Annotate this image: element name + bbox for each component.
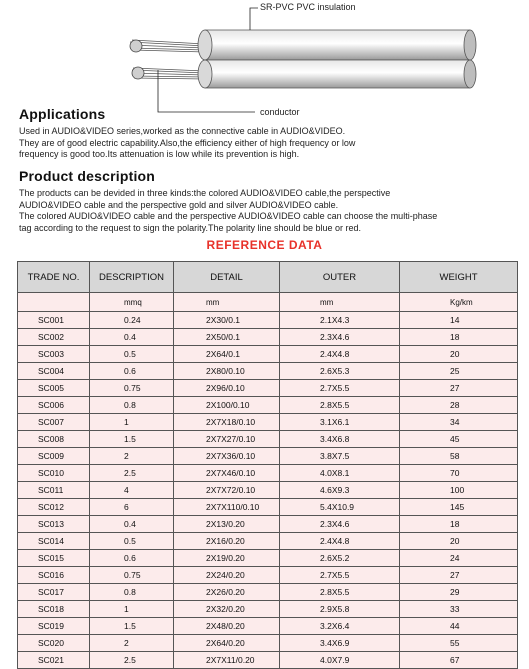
insulation-label: SR-PVC PVC insulation [260, 2, 356, 12]
cell-trade-no: SC002 [18, 329, 90, 346]
header-outer: OUTER [280, 262, 400, 293]
table-row [18, 397, 518, 414]
cell-detail: 2X30/0.1 [174, 312, 280, 329]
cell-outer: 2.9X5.8 [280, 601, 400, 618]
cell-description: 2 [90, 635, 174, 652]
cell-outer: 3.4X6.8 [280, 431, 400, 448]
cell-weight: 33 [400, 601, 518, 618]
cell-description: 0.6 [90, 363, 174, 380]
cell-weight: 24 [400, 550, 518, 567]
cell-outer: 3.8X7.5 [280, 448, 400, 465]
product-line: tag according to the request to sign the polarity.The polarity line should be blue or red. [19, 222, 362, 233]
cell-weight: 145 [400, 499, 518, 516]
cell-detail: 2X50/0.1 [174, 329, 280, 346]
cell-outer: 4.0X7.9 [280, 652, 400, 669]
cell-description: 0.24 [90, 312, 174, 329]
cell-detail: 2X19/0.20 [174, 550, 280, 567]
cell-weight: 20 [400, 346, 518, 363]
cell-trade-no: SC012 [18, 499, 90, 516]
cell-detail: 2X16/0.20 [174, 533, 280, 550]
unit-description: mmq [90, 293, 174, 312]
cell-trade-no: SC006 [18, 397, 90, 414]
reference-table [17, 261, 518, 669]
cell-trade-no: SC011 [18, 482, 90, 499]
cell-trade-no: SC010 [18, 465, 90, 482]
table-row [18, 482, 518, 499]
header-trade-no: TRADE NO. [18, 262, 90, 293]
cell-outer: 2.4X4.8 [280, 346, 400, 363]
cell-detail: 2X26/0.20 [174, 584, 280, 601]
table-row [18, 567, 518, 584]
units-row [18, 293, 518, 312]
cell-trade-no: SC014 [18, 533, 90, 550]
cable-illustration [0, 0, 529, 120]
cell-outer: 2.8X5.5 [280, 397, 400, 414]
conductor-label: conductor [260, 107, 300, 117]
cell-outer: 2.4X4.8 [280, 533, 400, 550]
cell-weight: 55 [400, 635, 518, 652]
cell-description: 0.4 [90, 516, 174, 533]
cell-weight: 18 [400, 516, 518, 533]
cell-detail: 2X100/0.10 [174, 397, 280, 414]
cell-outer: 2.3X4.6 [280, 329, 400, 346]
cell-weight: 45 [400, 431, 518, 448]
cell-trade-no: SC019 [18, 618, 90, 635]
cell-weight: 70 [400, 465, 518, 482]
cell-trade-no: SC008 [18, 431, 90, 448]
table-row [18, 414, 518, 431]
cell-description: 0.5 [90, 346, 174, 363]
cell-outer: 3.4X6.9 [280, 635, 400, 652]
cell-outer: 4.6X9.3 [280, 482, 400, 499]
cell-weight: 25 [400, 363, 518, 380]
table-row [18, 312, 518, 329]
cell-trade-no: SC021 [18, 652, 90, 669]
cell-description: 1.5 [90, 618, 174, 635]
cell-outer: 2.6X5.2 [280, 550, 400, 567]
cell-detail: 2X48/0.20 [174, 618, 280, 635]
cell-description: 1 [90, 601, 174, 618]
cell-detail: 2X80/0.10 [174, 363, 280, 380]
cell-trade-no: SC018 [18, 601, 90, 618]
cell-detail: 2X13/0.20 [174, 516, 280, 533]
cell-detail: 2X7X18/0.10 [174, 414, 280, 431]
cell-detail: 2X64/0.1 [174, 346, 280, 363]
cell-detail: 2X7X11/0.20 [174, 652, 280, 669]
table-row [18, 499, 518, 516]
header-description: DESCRIPTION [90, 262, 174, 293]
unit-weight: Kg/km [400, 293, 518, 312]
cell-weight: 29 [400, 584, 518, 601]
applications-line: Used in AUDIO&VIDEO series,worked as the connective cable in AUDIO&VIDEO. [19, 126, 346, 136]
cell-detail: 2X7X110/0.10 [174, 499, 280, 516]
cell-description: 6 [90, 499, 174, 516]
cell-weight: 44 [400, 618, 518, 635]
cell-weight: 58 [400, 448, 518, 465]
cell-description: 0.75 [90, 567, 174, 584]
cell-outer: 2.7X5.5 [280, 380, 400, 397]
cell-trade-no: SC003 [18, 346, 90, 363]
cell-description: 1.5 [90, 431, 174, 448]
product-line: The products can be devided in three kinds:the colored AUDIO&VIDEO cable,the perspective [19, 188, 391, 198]
cell-detail: 2X7X27/0.10 [174, 431, 280, 448]
product-line: The colored AUDIO&VIDEO cable and the perspective AUDIO&VIDEO cable can choose the multi-phase [19, 211, 438, 221]
applications-heading: Applications [19, 106, 106, 122]
cell-detail: 2X7X46/0.10 [174, 465, 280, 482]
cell-outer: 3.1X6.1 [280, 414, 400, 431]
cell-description: 0.8 [90, 584, 174, 601]
unit-detail: mm [174, 293, 280, 312]
cell-description: 2 [90, 448, 174, 465]
cell-description: 1 [90, 414, 174, 431]
applications-text [19, 126, 514, 161]
cell-outer: 5.4X10.9 [280, 499, 400, 516]
cell-description: 2.5 [90, 652, 174, 669]
applications-line: They are of good electric capability.Also,the efficiency either of high frequency or low [19, 137, 356, 148]
cell-description: 0.8 [90, 397, 174, 414]
table-row [18, 329, 518, 346]
cell-detail: 2X64/0.20 [174, 635, 280, 652]
table-row [18, 431, 518, 448]
cell-detail: 2X96/0.10 [174, 380, 280, 397]
cell-weight: 20 [400, 533, 518, 550]
table-row [18, 516, 518, 533]
table-row [18, 465, 518, 482]
reference-data-title: REFERENCE DATA [206, 238, 323, 252]
table-row [18, 363, 518, 380]
cell-outer: 2.6X5.3 [280, 363, 400, 380]
product-heading: Product description [19, 168, 156, 184]
header-detail: DETAIL [174, 262, 280, 293]
cell-weight: 18 [400, 329, 518, 346]
unit-trade-no [18, 293, 90, 312]
cell-trade-no: SC009 [18, 448, 90, 465]
unit-outer: mm [280, 293, 400, 312]
cell-outer: 2.1X4.3 [280, 312, 400, 329]
cell-weight: 100 [400, 482, 518, 499]
product-text [19, 188, 514, 234]
cell-outer: 2.8X5.5 [280, 584, 400, 601]
cell-description: 0.6 [90, 550, 174, 567]
table-row [18, 448, 518, 465]
table-row [18, 533, 518, 550]
table-row [18, 635, 518, 652]
table-header-row [18, 262, 518, 293]
table-row [18, 618, 518, 635]
cell-description: 0.5 [90, 533, 174, 550]
cell-description: 4 [90, 482, 174, 499]
header-weight: WEIGHT [400, 262, 518, 293]
cell-trade-no: SC016 [18, 567, 90, 584]
cell-trade-no: SC013 [18, 516, 90, 533]
cell-detail: 2X32/0.20 [174, 601, 280, 618]
cell-description: 0.4 [90, 329, 174, 346]
cell-weight: 27 [400, 567, 518, 584]
table-row [18, 584, 518, 601]
cell-description: 2.5 [90, 465, 174, 482]
cell-description: 0.75 [90, 380, 174, 397]
cell-detail: 2X24/0.20 [174, 567, 280, 584]
cell-trade-no: SC015 [18, 550, 90, 567]
table-row [18, 550, 518, 567]
table-row [18, 601, 518, 618]
cell-detail: 2X7X36/0.10 [174, 448, 280, 465]
cell-weight: 67 [400, 652, 518, 669]
cell-detail: 2X7X72/0.10 [174, 482, 280, 499]
product-line: AUDIO&VIDEO cable and the perspective gold and silver AUDIO&VIDEO cable. [19, 199, 339, 210]
cell-weight: 28 [400, 397, 518, 414]
cell-trade-no: SC007 [18, 414, 90, 431]
cell-weight: 34 [400, 414, 518, 431]
cell-trade-no: SC020 [18, 635, 90, 652]
cell-trade-no: SC005 [18, 380, 90, 397]
table-row [18, 380, 518, 397]
applications-line: frequency is good too.Its attenuation is low while its prevention is high. [19, 149, 300, 159]
cell-weight: 27 [400, 380, 518, 397]
cell-outer: 4.0X8.1 [280, 465, 400, 482]
cell-weight: 14 [400, 312, 518, 329]
table-row [18, 346, 518, 363]
cell-outer: 2.3X4.6 [280, 516, 400, 533]
cell-trade-no: SC017 [18, 584, 90, 601]
cell-outer: 2.7X5.5 [280, 567, 400, 584]
cell-trade-no: SC004 [18, 363, 90, 380]
cell-outer: 3.2X6.4 [280, 618, 400, 635]
cell-trade-no: SC001 [18, 312, 90, 329]
